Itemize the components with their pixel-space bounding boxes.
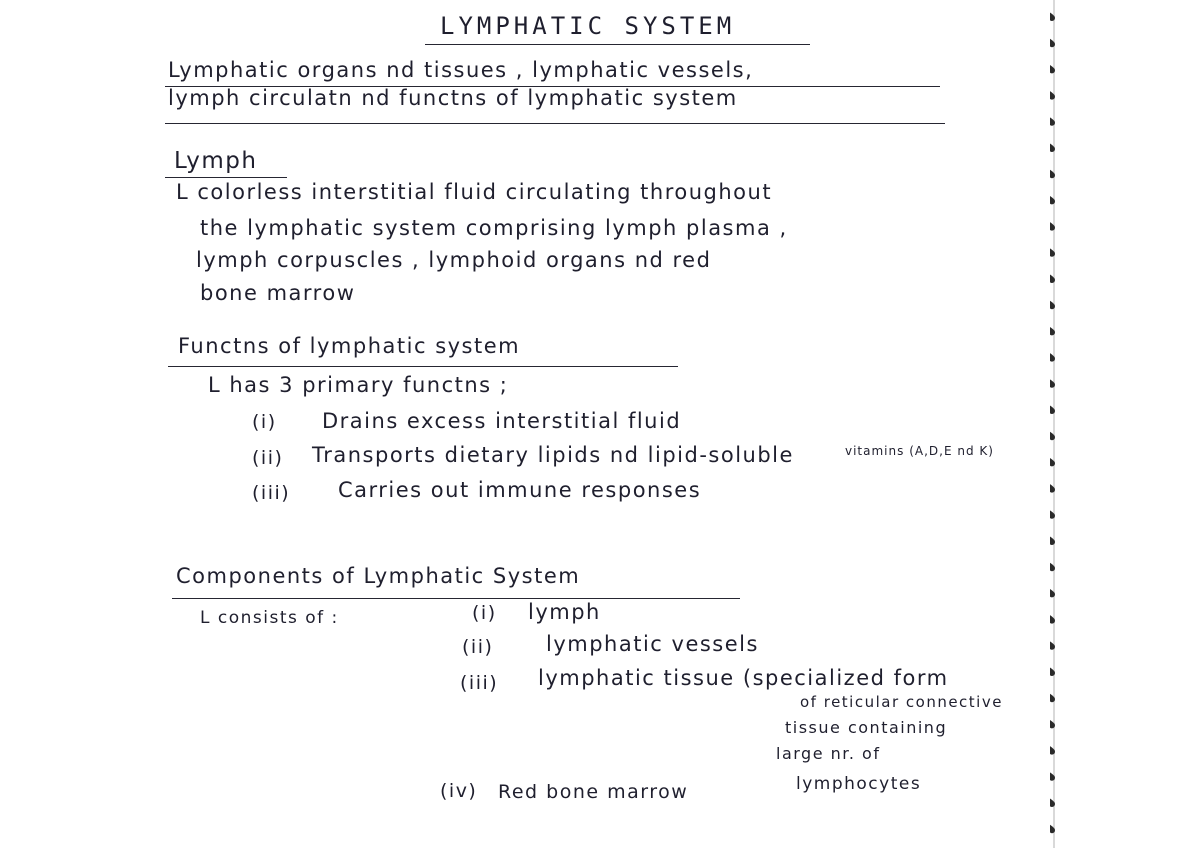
binding-ring bbox=[1050, 300, 1052, 307]
binding-ring bbox=[1050, 12, 1052, 19]
subtitle-underline-1 bbox=[165, 86, 940, 87]
binding-ring bbox=[1050, 589, 1052, 596]
subtitle-line-1: Lymphatic organs nd tissues , lymphatic vessels, bbox=[168, 58, 754, 82]
component-item-4-marker: (iv) bbox=[440, 780, 478, 802]
lymph-line-1: L colorless interstitial fluid circulating throughout bbox=[176, 180, 773, 204]
functions-intro: L has 3 primary functns ; bbox=[208, 373, 509, 397]
lymph-line-3: lymph corpuscles , lymphoid organs nd red bbox=[196, 248, 712, 272]
functions-heading-underline bbox=[168, 366, 678, 367]
function-item-3-marker: (iii) bbox=[252, 482, 291, 504]
binding-ring bbox=[1050, 169, 1052, 176]
tissue-note-line-3: large nr. of bbox=[776, 744, 881, 763]
page-title: LYMPHATIC SYSTEM bbox=[440, 12, 736, 40]
binding-ring bbox=[1050, 641, 1052, 648]
binding-ring bbox=[1050, 824, 1052, 831]
binding-ring bbox=[1050, 536, 1052, 543]
components-heading: Components of Lymphatic System bbox=[176, 564, 581, 588]
function-item-2-marker: (ii) bbox=[252, 447, 284, 469]
binding-ring bbox=[1050, 458, 1052, 465]
binding-ring bbox=[1050, 405, 1052, 412]
lymph-heading-underline bbox=[165, 177, 287, 178]
spiral-binding bbox=[1050, 0, 1200, 848]
binding-ring bbox=[1050, 91, 1052, 98]
component-item-4-text: Red bone marrow bbox=[498, 781, 689, 803]
binding-ring bbox=[1050, 274, 1052, 281]
title-underline bbox=[425, 44, 810, 45]
component-item-3-text: lymphatic tissue (specialized form bbox=[538, 666, 949, 690]
binding-ring bbox=[1050, 484, 1052, 491]
binding-ring bbox=[1050, 746, 1052, 753]
binding-ring bbox=[1050, 693, 1052, 700]
tissue-note-line-1: of reticular connective bbox=[800, 693, 1003, 711]
function-item-3-text: Carries out immune responses bbox=[338, 478, 702, 502]
subtitle-line-2: lymph circulatn nd functns of lymphatic system bbox=[168, 86, 738, 110]
binding-ring bbox=[1050, 720, 1052, 727]
components-intro: L consists of : bbox=[200, 608, 339, 628]
lymph-line-4: bone marrow bbox=[200, 281, 356, 305]
lymph-line-2: the lymphatic system comprising lymph plasma , bbox=[200, 216, 788, 240]
binding-ring bbox=[1050, 222, 1052, 229]
vitamins-note: vitamins (A,D,E nd K) bbox=[845, 444, 994, 458]
binding-ring bbox=[1050, 562, 1052, 569]
binding-ring bbox=[1050, 65, 1052, 72]
binding-ring bbox=[1050, 772, 1052, 779]
binding-ring bbox=[1050, 327, 1052, 334]
binding-ring bbox=[1050, 353, 1052, 360]
component-item-1-marker: (i) bbox=[472, 602, 497, 624]
function-item-1-text: Drains excess interstitial fluid bbox=[322, 409, 682, 433]
binding-ring bbox=[1050, 196, 1052, 203]
binding-ring bbox=[1050, 667, 1052, 674]
lymph-heading: Lymph bbox=[174, 148, 258, 174]
function-item-2-text: Transports dietary lipids nd lipid-soluble bbox=[312, 443, 794, 467]
binding-ring bbox=[1050, 615, 1052, 622]
subtitle-underline-2 bbox=[165, 123, 945, 124]
binding-ring bbox=[1050, 510, 1052, 517]
component-item-1-text: lymph bbox=[528, 600, 601, 624]
binding-ring bbox=[1050, 798, 1052, 805]
component-item-2-marker: (ii) bbox=[462, 636, 494, 658]
binding-ring bbox=[1050, 38, 1052, 45]
binding-ring bbox=[1050, 379, 1052, 386]
component-item-2-text: lymphatic vessels bbox=[546, 632, 759, 656]
binding-ring bbox=[1050, 117, 1052, 124]
component-item-3-marker: (iii) bbox=[460, 672, 499, 694]
binding-ring bbox=[1050, 143, 1052, 150]
function-item-1-marker: (i) bbox=[252, 411, 277, 433]
functions-heading: Functns of lymphatic system bbox=[178, 334, 521, 358]
tissue-note-line-2: tissue containing bbox=[785, 718, 948, 737]
tissue-note-line-4: lymphocytes bbox=[796, 774, 922, 794]
components-heading-underline bbox=[172, 598, 740, 599]
binding-ring bbox=[1050, 248, 1052, 255]
binding-ring bbox=[1050, 431, 1052, 438]
